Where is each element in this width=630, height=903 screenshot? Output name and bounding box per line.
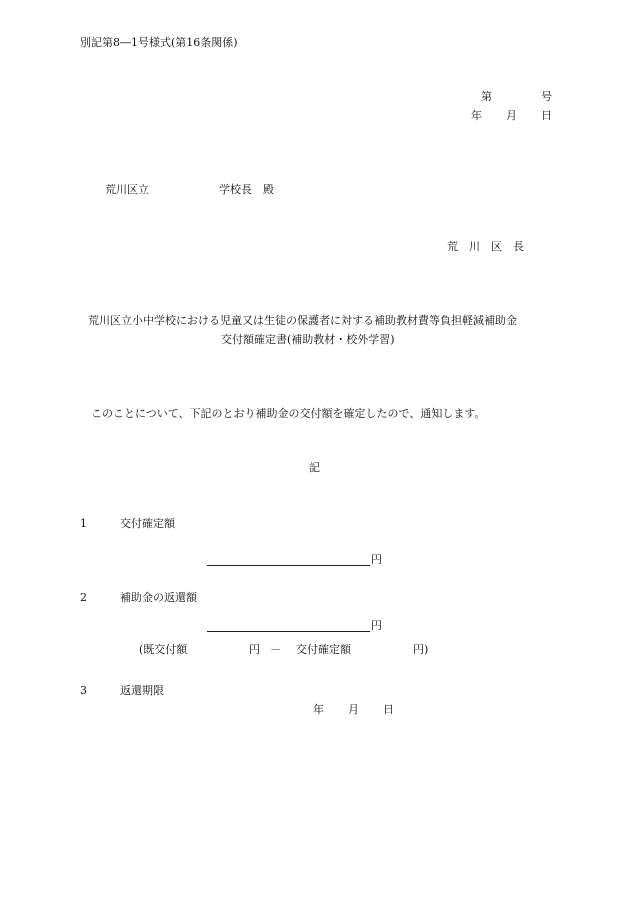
title-line-2: 交付額確定書(補助教材・校外学習)	[221, 333, 395, 346]
issuer: 荒 川 区 長	[447, 240, 524, 253]
calc-minus: －	[270, 643, 281, 656]
title-line-1: 荒川区立小中学校における児童又は生徒の保護者に対する補助教材費等負担軽減補助金	[88, 314, 517, 327]
calc-yen-2: 円)	[413, 643, 429, 656]
item-1-label: 交付確定額	[120, 517, 175, 530]
issue-date-month: 月	[506, 109, 517, 122]
item-2-amount-line	[207, 631, 370, 632]
item-1-amount-line	[207, 565, 370, 566]
issue-date-day: 日	[541, 109, 552, 122]
calc-confirmed: 交付確定額	[296, 643, 351, 656]
ki-heading: 記	[309, 461, 320, 474]
return-date-year: 年	[313, 703, 324, 716]
form-id: 別記第8―1号様式(第16条関係)	[80, 36, 238, 49]
addressee-prefix: 荒川区立	[105, 183, 149, 196]
item-2-number: 2	[80, 591, 87, 604]
item-1-unit: 円	[371, 553, 382, 566]
item-2-unit: 円	[371, 619, 382, 632]
return-date-day: 日	[383, 703, 394, 716]
item-3-number: 3	[80, 684, 87, 697]
calc-open: (既交付額	[139, 643, 188, 656]
doc-number-dai: 第	[481, 90, 492, 103]
item-3-label: 返還期限	[120, 684, 164, 697]
item-2-label: 補助金の返還額	[120, 591, 197, 604]
addressee-honorific: 殿	[263, 183, 274, 196]
issue-date-year: 年	[471, 109, 482, 122]
addressee-title: 学校長	[219, 183, 252, 196]
doc-number-go: 号	[541, 90, 552, 103]
return-date-month: 月	[348, 703, 359, 716]
body-text: このことについて、下記のとおり補助金の交付額を確定したので、通知します。	[91, 407, 486, 420]
item-1-number: 1	[80, 517, 87, 530]
calc-yen-1: 円	[249, 643, 260, 656]
